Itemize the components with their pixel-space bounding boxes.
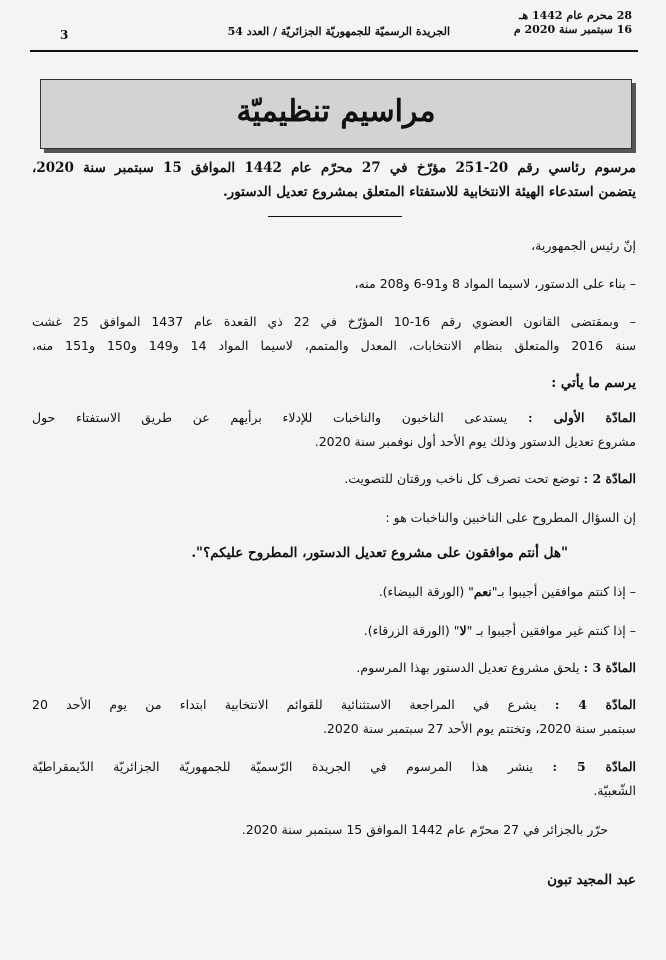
article-1-text: يستدعى الناخبون والناخبات للإدلاء برأيهم عن طريق الاستفتاء حول bbox=[32, 410, 508, 425]
article-3-label: المادّة 3 : bbox=[583, 660, 636, 675]
header-dates bbox=[514, 9, 632, 37]
answer-no-prefix: – إذا كنتم غير موافقين أجيبوا بـ " bbox=[466, 623, 636, 638]
signature: عبد المجيد تبون bbox=[547, 872, 636, 888]
answer-no-word: لا bbox=[459, 623, 467, 638]
question-intro: إن السؤال المطروح على الناخبين والناخبات هو : bbox=[385, 510, 636, 525]
referendum-question: "هل أنتم موافقون على مشروع تعديل الدستور، المطروح عليكم؟". bbox=[191, 545, 568, 561]
decree-title-line-2: يتضمن استدعاء الهيئة الانتخابية للاستفتاء المتعلق بمشروع تعديل الدستور. bbox=[222, 184, 636, 200]
article-2-label: المادّة 2 : bbox=[583, 471, 636, 486]
answer-yes-suffix: " (الورقة البيضاء). bbox=[378, 584, 474, 599]
article-4-line-1 bbox=[32, 697, 636, 712]
section-title: مراسيم تنظيميّة bbox=[236, 94, 436, 129]
article-5-label: المادّة 5 : bbox=[552, 759, 636, 774]
article-3 bbox=[356, 660, 636, 675]
gregorian-date: 16 سبتمبر سنة 2020 م bbox=[513, 23, 632, 36]
article-1-label: المادّة الأولى : bbox=[527, 410, 636, 425]
article-2 bbox=[344, 471, 636, 486]
page-number: 3 bbox=[60, 28, 69, 42]
preamble-organic-law-line-1: – وبمقتضى القانون العضوي رقم 16-10 المؤرّخ في 22 ذي القعدة عام 1437 الموافق 25 غشت bbox=[32, 314, 637, 329]
header-rule bbox=[30, 50, 638, 52]
answer-no bbox=[364, 623, 636, 638]
article-4-label: المادّة 4 : bbox=[554, 697, 636, 712]
answer-yes bbox=[379, 584, 636, 599]
decrees-heading: يرسم ما يأتي : bbox=[551, 375, 636, 391]
article-3-text: يلحق مشروع تعديل الدستور بهذا المرسوم. bbox=[356, 660, 580, 675]
section-banner bbox=[40, 79, 632, 149]
title-separator bbox=[268, 216, 402, 217]
article-1-line-1 bbox=[32, 410, 636, 425]
preamble-president: إنّ رئيس الجمهورية، bbox=[531, 238, 636, 253]
journal-title: الجريدة الرسميّة للجمهوريّة الجزائريّة / العدد 54 bbox=[227, 25, 450, 38]
article-1-line-2: مشروع تعديل الدستور وذلك يوم الأحد أول نوفمبر سنة 2020. bbox=[314, 434, 636, 449]
article-2-text: توضع تحت تصرف كل ناخب ورقتان للتصويت. bbox=[344, 471, 580, 486]
decree-title-line-1: مرسوم رئاسي رقم 20-251 مؤرّخ في 27 محرّم عام 1442 الموافق 15 سبتمبر سنة 2020، bbox=[32, 160, 636, 176]
closing-place-date: حرّر بالجزائر في 27 محرّم عام 1442 الموافق 15 سبتمبر سنة 2020. bbox=[241, 822, 608, 837]
article-5-text: ينشر هذا المرسوم في الجريدة الرّسميّة للجمهوريّة الجزائريّة الدّيمقراطيّة bbox=[32, 759, 534, 774]
hijri-date: 28 محرم عام 1442 هـ bbox=[519, 9, 632, 22]
preamble-constitution: – بناء على الدستور، لاسيما المواد 8 و91-6 و208 منه، bbox=[354, 276, 636, 291]
answer-yes-prefix: – إذا كنتم موافقين أجيبوا بـ" bbox=[491, 584, 636, 599]
article-5-line-1 bbox=[32, 759, 636, 774]
article-4-line-2: سبتمبر سنة 2020، وتختتم يوم الأحد 27 سبتمبر سنة 2020. bbox=[322, 721, 636, 736]
article-5-line-2: الشّعبيّة. bbox=[593, 783, 636, 798]
answer-no-suffix: " (الورقة الزرقاء). bbox=[363, 623, 460, 638]
preamble-organic-law-line-2: سنة 2016 والمتعلق بنظام الانتخابات، المعدل والمتمم، لاسيما المواد 14 و149 و150 و151 منه، bbox=[32, 338, 637, 353]
answer-yes-word: نعم bbox=[473, 584, 492, 599]
article-4-text: يشرع في المراجعة الاستثنائية للقوائم الانتخابية ابتداء من يوم الأحد 20 bbox=[32, 697, 537, 712]
